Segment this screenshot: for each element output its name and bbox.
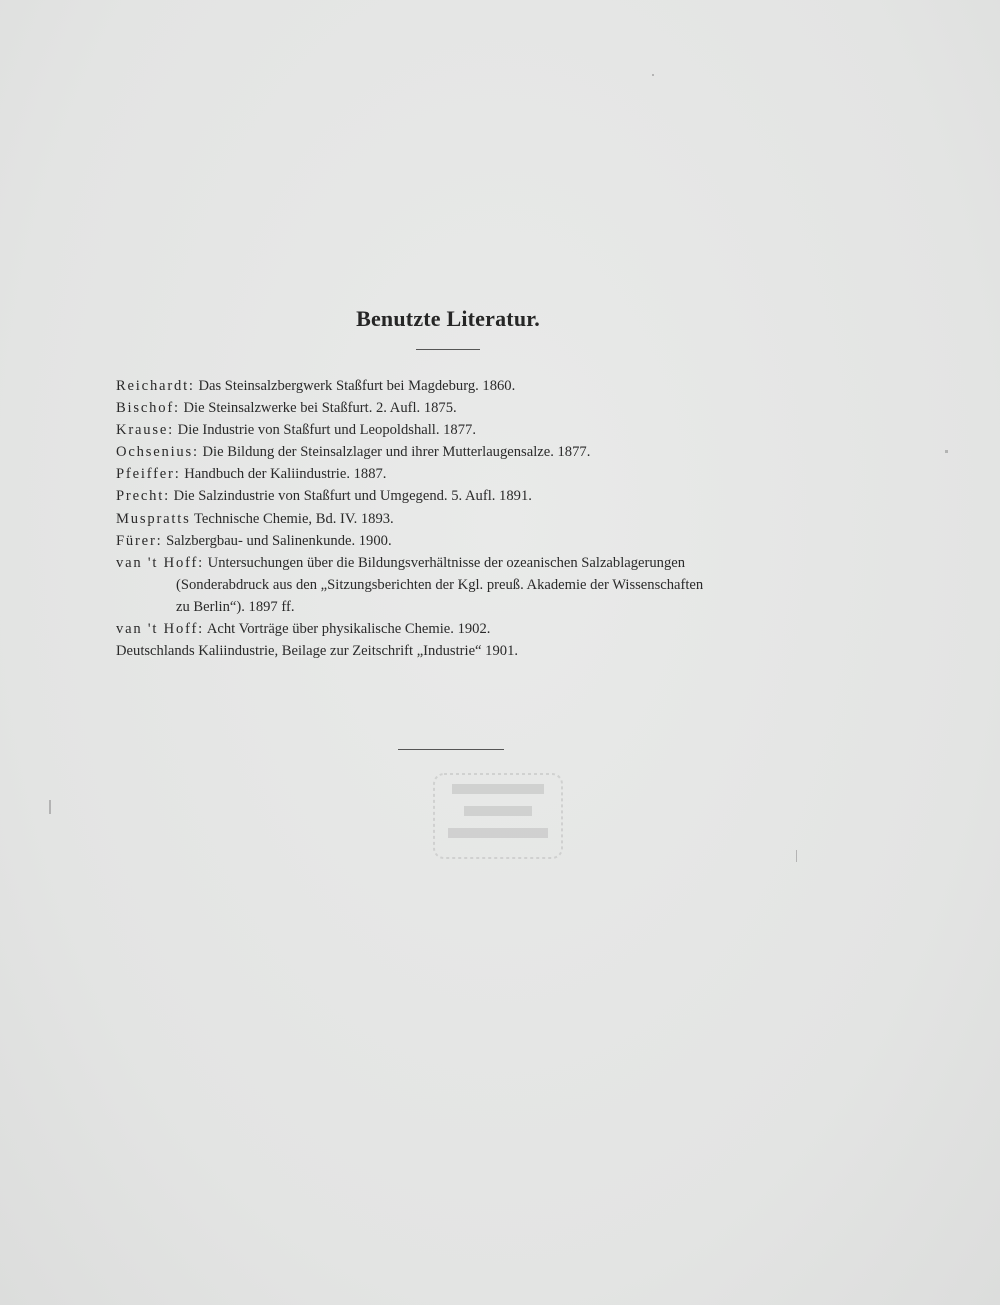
entry-author: Bischof: [116,400,180,417]
entry-author: Krause: [116,422,174,439]
bibliography-entry [116,463,816,485]
entry-text: Die Salzindustrie von Staßfurt und Umgegend. 5. Aufl. 1891. [169,488,532,505]
bibliography-entry [116,419,816,441]
bibliography-entry [116,441,816,463]
bibliography-entry [116,530,816,552]
entry-author: Reichardt: [116,378,195,394]
entry-author: van 't Hoff: [116,554,204,571]
bibliography-entry [116,508,816,530]
entry-text: Acht Vorträge über physikalische Chemie. 1902. [204,621,491,638]
paper-speck [796,850,797,862]
entry-continuation: (Sonderabdruck aus den „Sitzungsberichten der Kgl. preuß. Akademie der Wissenschaften [176,576,704,593]
entry-first-line [116,552,816,574]
entry-author: Ochsenius: [116,444,199,461]
entry-text: Salzbergbau- und Salinenkunde. 1900. [162,532,392,549]
bibliography-entry [116,552,816,618]
title-divider [416,349,480,350]
bibliography-entry [116,397,816,419]
entry-author: Fürer: [116,532,163,549]
paper-speck [945,450,948,453]
entry-text: Deutschlands Kaliindustrie, Beilage zur Zeitschrift „Industrie“ 1901. [116,643,519,660]
bibliography-list [116,375,816,662]
end-divider [398,749,504,750]
bibliography-entry [116,640,816,662]
entry-text: Die Industrie von Staßfurt und Leopoldshall. 1877. [174,422,476,439]
paper-speck [652,74,654,76]
entry-text: Technische Chemie, Bd. IV. 1893. [190,510,394,527]
entry-author: van 't Hoff: [116,621,204,638]
entry-continuation: zu Berlin“). 1897 ff. [176,598,295,615]
entry-text: Das Steinsalzbergwerk Staßfurt bei Magdeburg. 1860. [194,378,516,394]
entry-author: Pfeiffer: [116,466,181,483]
stamp-graphic [428,770,568,862]
bibliography-entry [116,618,816,640]
entry-author: Precht: [116,488,170,505]
bibliography-entry [116,485,816,507]
faded-library-stamp [428,770,568,862]
entry-text: Die Steinsalzwerke bei Staßfurt. 2. Aufl. 1875. [179,400,457,417]
entry-text: Untersuchungen über die Bildungsverhältnisse der ozeanischen Salzablagerungen [204,554,686,571]
entry-text: Handbuch der Kaliindustrie. 1887. [180,466,387,483]
paper-speck [49,800,51,814]
page-title: Benutzte Literatur. [356,306,540,331]
bibliography-entry [116,375,816,397]
entry-author: Muspratts [116,510,191,527]
entry-text: Die Bildung der Steinsalzlager und ihrer Mutterlaugensalze. 1877. [198,444,591,461]
